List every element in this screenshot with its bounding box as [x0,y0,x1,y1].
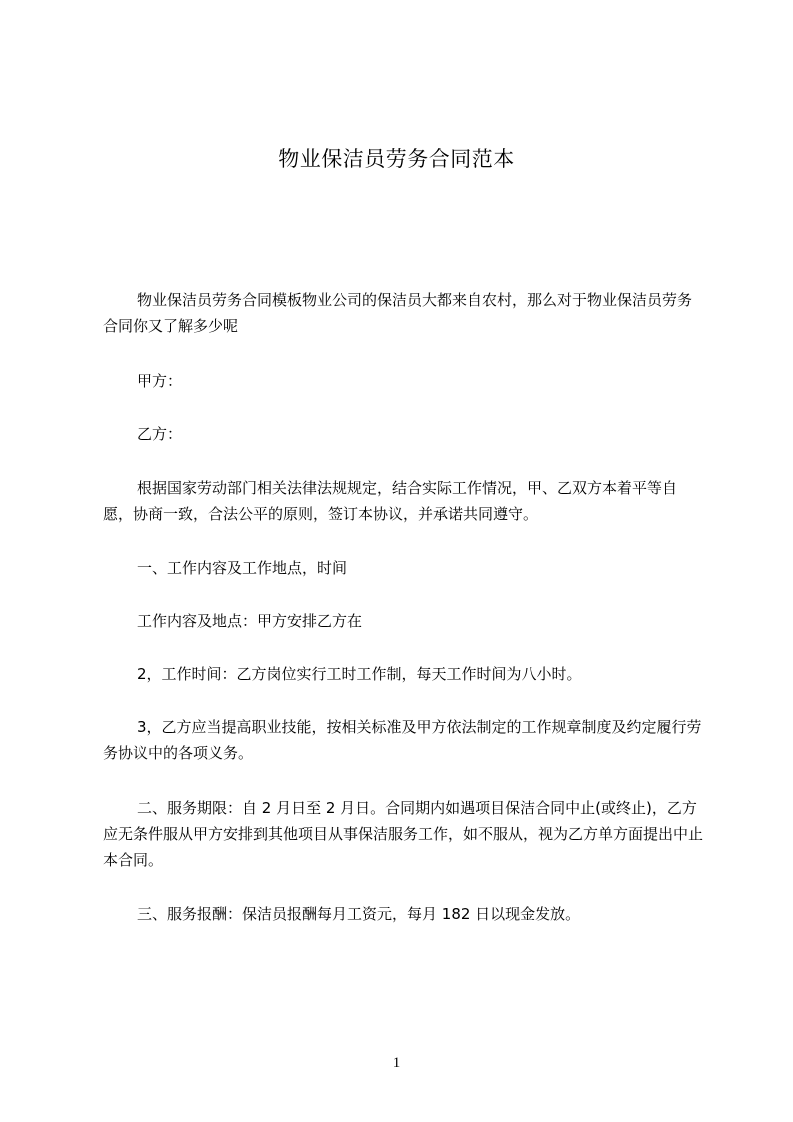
preamble-paragraph: 根据国家劳动部门相关法律法规规定，结合实际工作情况，甲、乙双方本着平等自愿，协商一致，合法公平的原则，签订本协议，并承诺共同遵守。 [103,479,678,523]
page-number: 1 [392,1055,401,1071]
duties-paragraph: 3，乙方应当提高职业技能，按相关标准及甲方依法制定的工作规章制度及约定履行劳务协议中的各项义务。 [103,718,702,762]
document-title: 物业保洁员劳务合同范本 [278,147,515,171]
work-location-line: 工作内容及地点：甲方安排乙方在 [137,612,363,630]
intro-paragraph: 物业保洁员劳务合同模板物业公司的保洁员大都来自农村，那么对于物业保洁员劳务合同你又了解多少呢 [103,291,693,335]
party-b-line: 乙方： [137,425,183,443]
party-a-line: 甲方： [137,372,183,390]
remuneration-paragraph: 三、服务报酬：保洁员报酬每月工资元，每月 182 日以现金发放。 [137,905,581,923]
service-term-paragraph: 二、服务期限：自 2 月日至 2 月日。合同期内如遇项目保洁合同中止(或终止)，乙方应无条件服从甲方安排到其他项目从事保洁服务工作，如不服从，视为乙方单方面提出中止本合同。 [103,799,704,869]
section-one-heading: 一、工作内容及工作地点，时间 [137,559,348,577]
work-time-line: 2，工作时间：乙方岗位实行工时工作制，每天工作时间为八小时。 [137,665,582,683]
